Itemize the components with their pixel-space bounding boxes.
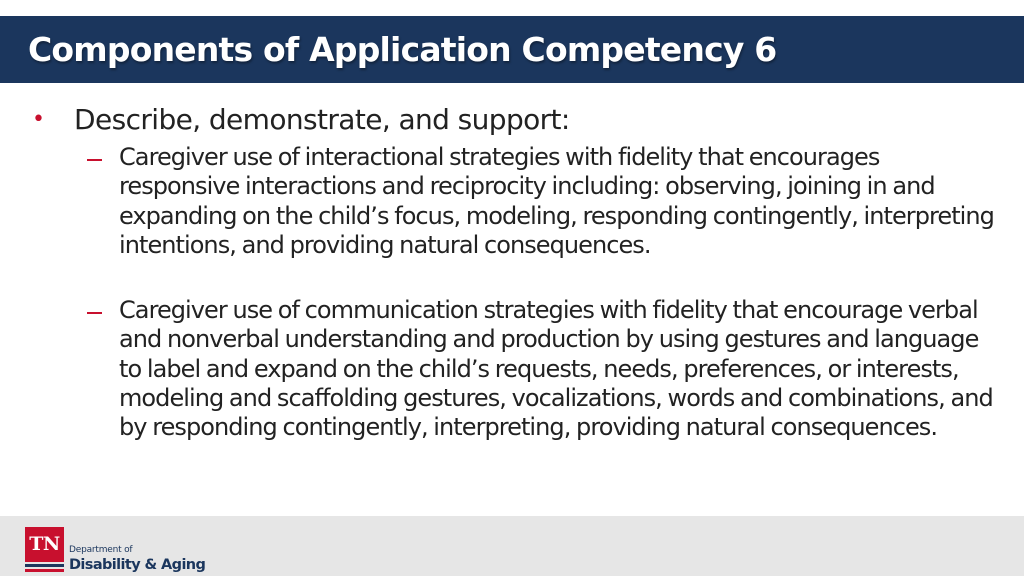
dash-icon — [87, 296, 102, 325]
dash-icon — [87, 143, 102, 172]
tn-logo: TN — [25, 527, 64, 562]
sub-bullet-text: Caregiver use of communication strategies with fidelity that encourage verbal and nonverbal understanding and production by using gestures and language to label and expand on the child’s requests, needs, preferences, or interests, modeling and scaffolding gestures, vocalizations, words and combinations, and by responding contingently, interpreting, providing natural consequences. — [119, 296, 993, 442]
sub-bullet-text: Caregiver use of interactional strategies with fidelity that encourages responsive interactions and reciprocity including: observing, joining in and expanding on the child’s focus, modeling, responding contingently, interpreting intentions, and providing natural consequences. — [119, 143, 994, 259]
department-name: Disability & Aging — [69, 557, 206, 573]
bullet-dot-icon: • — [32, 107, 45, 132]
department-label: Department of — [69, 545, 133, 555]
main-bullet-text: Describe, demonstrate, and support: — [74, 103, 570, 136]
logo-stripes — [25, 564, 64, 572]
footer — [0, 516, 1024, 576]
main-bullet — [0, 100, 1024, 140]
slide-title: Components of Application Competency 6 — [28, 30, 777, 69]
